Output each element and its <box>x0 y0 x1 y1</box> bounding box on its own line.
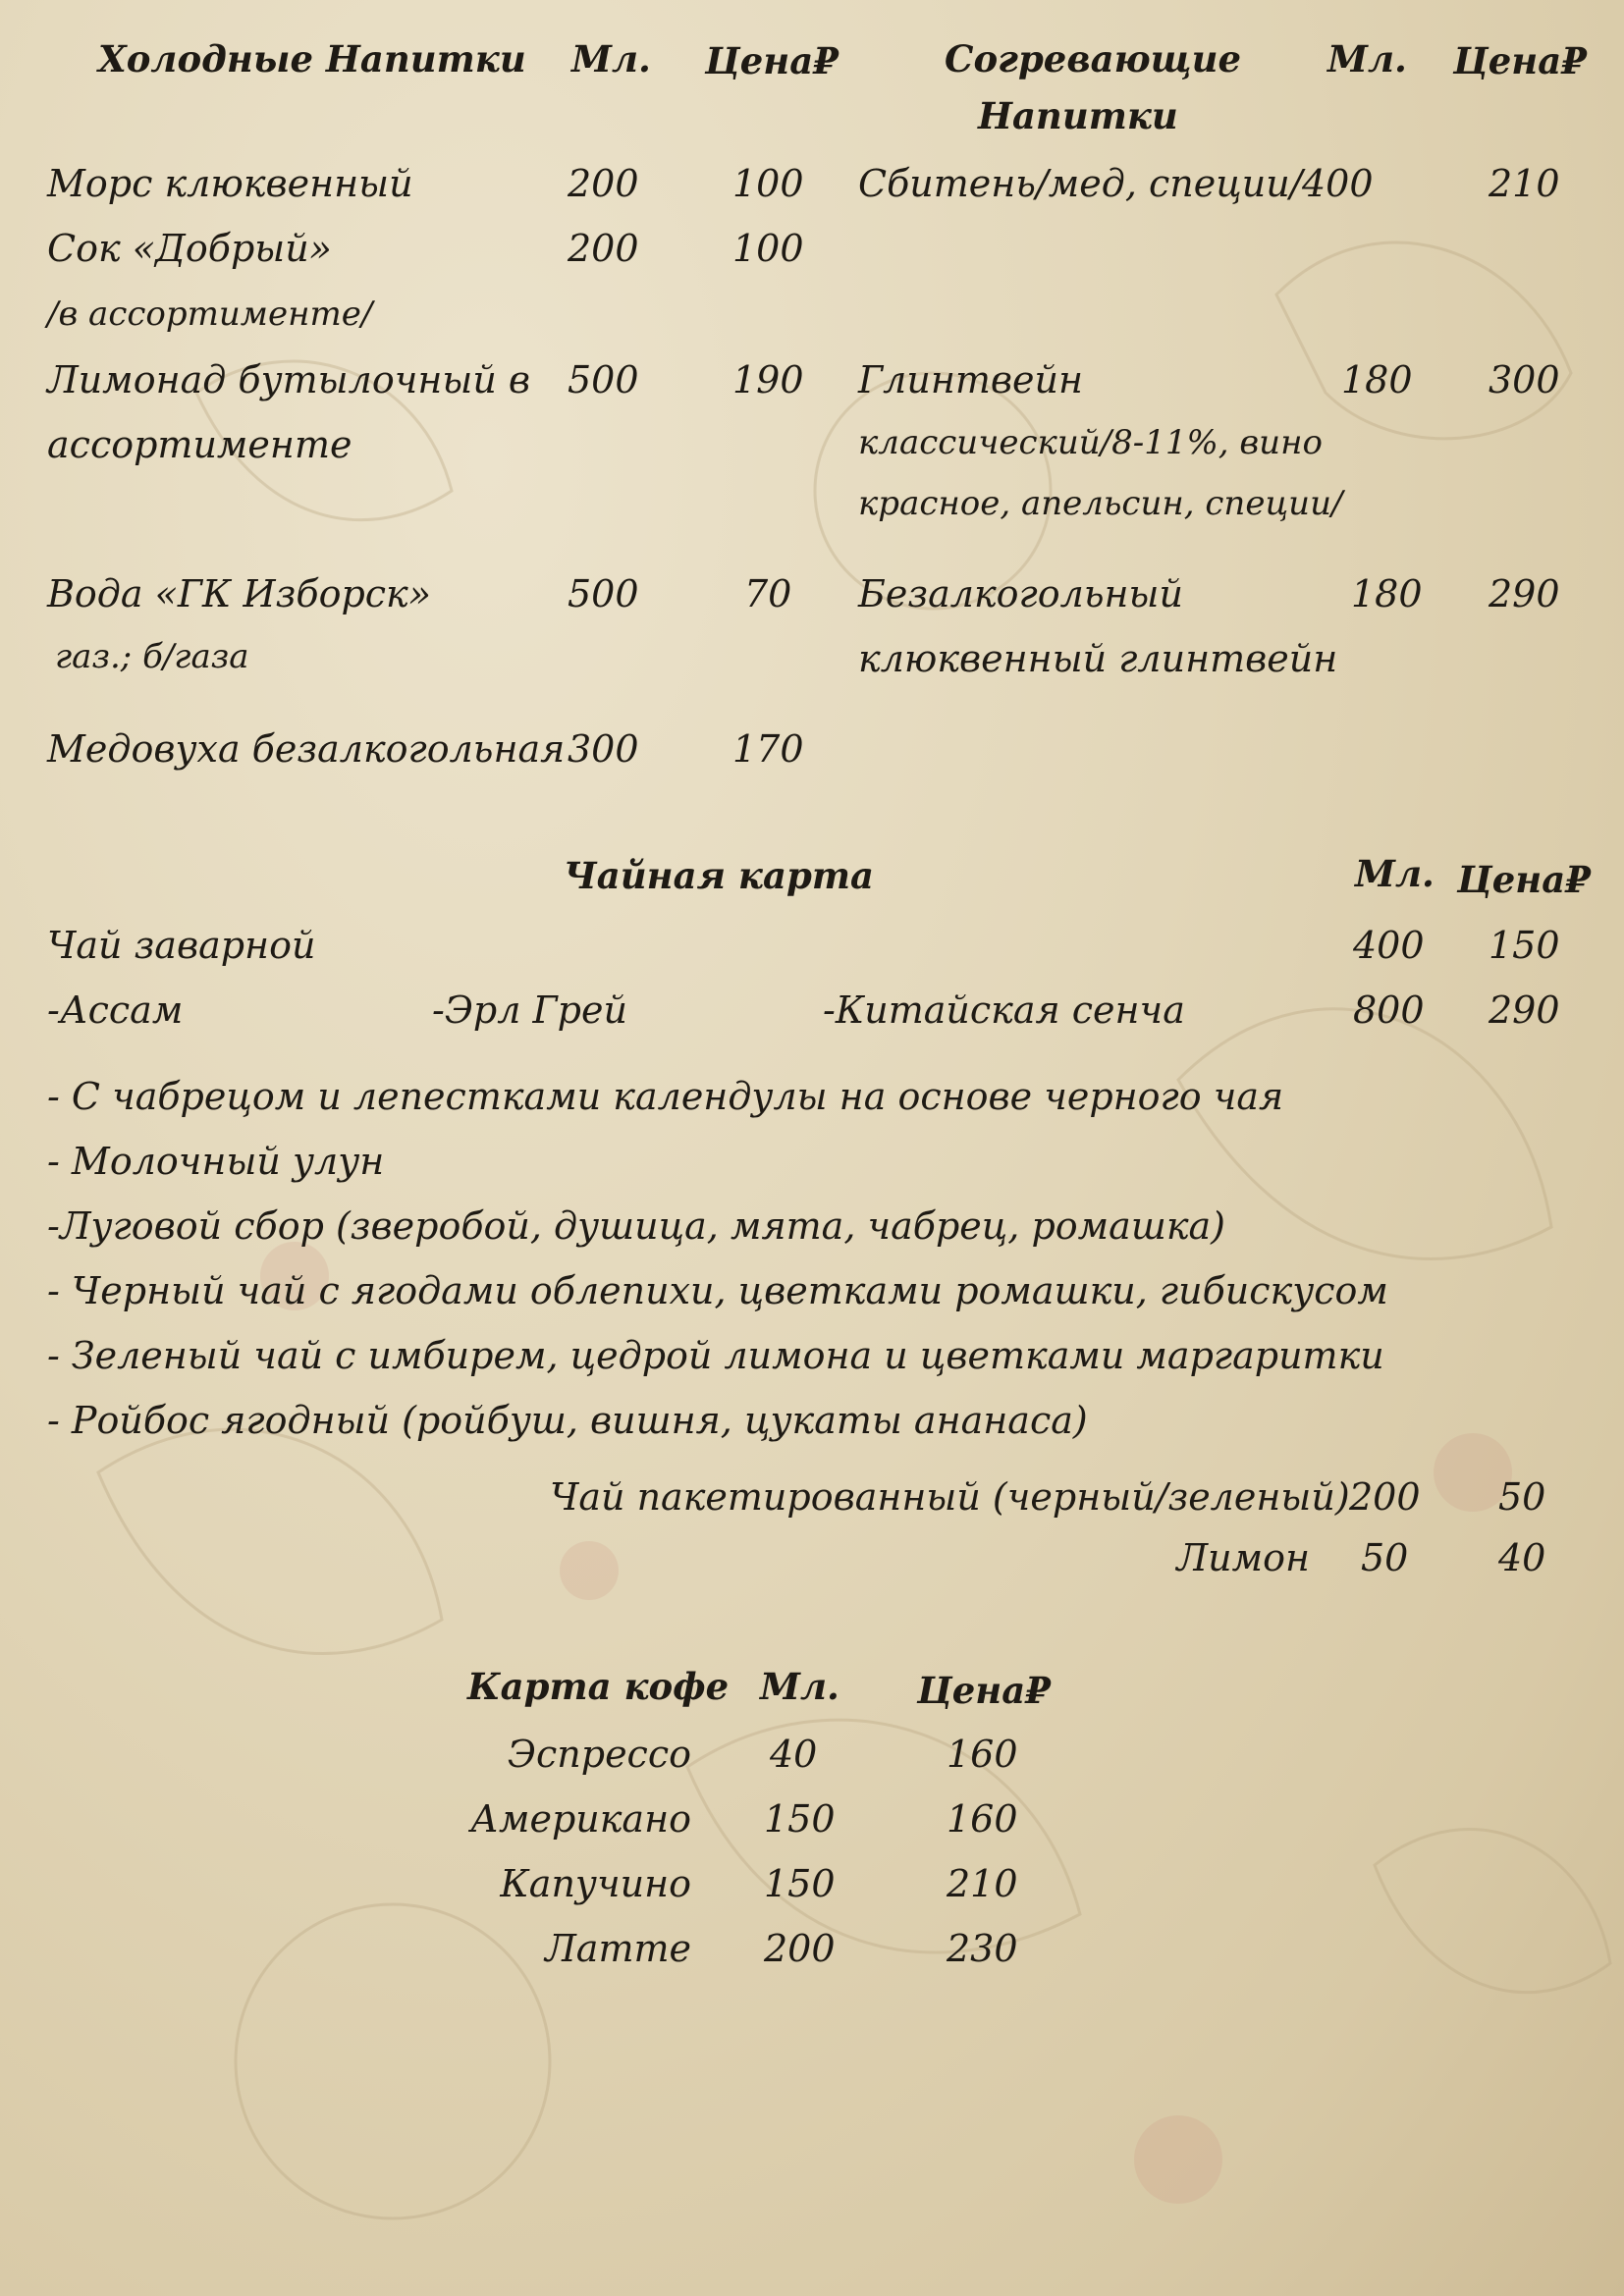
cold-item-price: 100 <box>732 227 804 270</box>
cold-item-name: Медовуха безалкогольная <box>47 727 566 771</box>
lemon-ml: 50 <box>1361 1536 1409 1579</box>
cold-item-ml: 200 <box>568 227 639 270</box>
coffee-item-price: 230 <box>947 1927 1018 1970</box>
cold-item-price: 100 <box>732 162 804 205</box>
coffee-item-name: Американо <box>470 1797 691 1841</box>
cold-item-name: Сок «Добрый» <box>47 227 332 270</box>
tea-list-item: - Черный чай с ягодами облепихи, цветками ромашки, гибискусом <box>47 1269 1388 1312</box>
tea-brewed-ml: 400 <box>1353 924 1425 967</box>
warm-item-desc: классический/8-11%, вино <box>858 423 1323 462</box>
cold-item-price: 170 <box>732 727 804 771</box>
cold-item-name: Морс клюквенный <box>47 162 413 205</box>
warm-item-name: Сбитень/мед, специи/ <box>858 162 1303 205</box>
tea-list-item: - С чабрецом и лепестками календулы на основе черного чая <box>47 1075 1284 1118</box>
coffee-item-name: Капучино <box>500 1862 691 1905</box>
cold-item-ml: 200 <box>568 162 639 205</box>
cold-item-note: газ.; б/газа <box>55 637 249 676</box>
tea-list-item: - Ройбос ягодный (ройбуш, вишня, цукаты ананаса) <box>47 1399 1088 1442</box>
warm-item-price: 210 <box>1489 162 1560 205</box>
coffee-item-ml: 200 <box>764 1927 836 1970</box>
cold-item-ml: 300 <box>568 727 639 771</box>
tea-list-item: - Молочный улун <box>47 1140 385 1183</box>
cold-ml-header: Мл. <box>571 37 651 80</box>
tea-kind: -Китайская сенча <box>823 988 1185 1032</box>
cold-item-ml: 500 <box>568 358 639 401</box>
tea-brewed-label: Чай заварной <box>47 924 316 967</box>
warm-ml-header: Мл. <box>1327 37 1407 80</box>
tea-large-ml: 800 <box>1353 988 1425 1032</box>
cold-item-ml: 500 <box>568 572 639 615</box>
coffee-item-price: 160 <box>947 1733 1018 1776</box>
lemon-label: Лимон <box>1176 1536 1310 1579</box>
tea-price-header: Цена₽ <box>1457 858 1591 901</box>
cold-item-name-cont: ассортименте <box>47 423 352 466</box>
cold-item-price: 190 <box>732 358 804 401</box>
coffee-heading: Карта кофе <box>467 1665 730 1708</box>
warm-item-desc: красное, апельсин, специи/ <box>858 484 1343 523</box>
cold-item-price: 70 <box>744 572 792 615</box>
tea-brewed-price: 150 <box>1489 924 1560 967</box>
warm-item-price: 300 <box>1489 358 1560 401</box>
tea-kind: -Ассам <box>47 988 184 1032</box>
coffee-item-price: 210 <box>947 1862 1018 1905</box>
cold-item-name: Вода «ГК Изборск» <box>47 572 432 615</box>
warm-drinks-heading-cont: Напитки <box>978 94 1178 137</box>
coffee-item-price: 160 <box>947 1797 1018 1841</box>
warm-item-ml: 180 <box>1351 572 1423 615</box>
coffee-item-name: Латте <box>545 1927 691 1970</box>
tea-list-item: -Луговой сбор (зверобой, душица, мята, чабрец, ромашка) <box>47 1204 1225 1248</box>
warm-item-name: Глинтвейн <box>858 358 1084 401</box>
coffee-item-ml: 40 <box>770 1733 818 1776</box>
cold-drinks-heading: Холодные Напитки <box>98 37 526 80</box>
cold-item-note: /в ассортименте/ <box>47 294 373 334</box>
tea-large-price: 290 <box>1489 988 1560 1032</box>
tea-bag-price: 50 <box>1498 1475 1546 1519</box>
lemon-price: 40 <box>1498 1536 1546 1579</box>
warm-item-ml: 400 <box>1302 162 1374 205</box>
tea-list-item: - Зеленый чай с имбирем, цедрой лимона и цветками маргаритки <box>47 1334 1384 1377</box>
coffee-item-ml: 150 <box>764 1797 836 1841</box>
warm-item-price: 290 <box>1489 572 1560 615</box>
tea-bag-ml: 200 <box>1349 1475 1421 1519</box>
warm-price-header: Цена₽ <box>1453 39 1587 82</box>
tea-bag-label: Чай пакетированный (черный/зеленый) <box>550 1475 1350 1519</box>
warm-item-name: Безалкогольный <box>858 572 1183 615</box>
coffee-item-ml: 150 <box>764 1862 836 1905</box>
warm-item-desc: клюквенный глинтвейн <box>858 637 1338 680</box>
warm-item-ml: 180 <box>1341 358 1413 401</box>
tea-ml-header: Мл. <box>1355 852 1435 895</box>
cold-item-name: Лимонад бутылочный в <box>47 358 530 401</box>
coffee-item-name: Эспрессо <box>507 1733 691 1776</box>
cold-price-header: Цена₽ <box>705 39 839 82</box>
tea-heading: Чайная карта <box>564 854 874 897</box>
coffee-ml-header: Мл. <box>760 1665 839 1708</box>
coffee-price-header: Цена₽ <box>917 1669 1051 1712</box>
warm-drinks-heading: Согревающие <box>945 37 1242 80</box>
tea-kind: -Эрл Грей <box>432 988 627 1032</box>
